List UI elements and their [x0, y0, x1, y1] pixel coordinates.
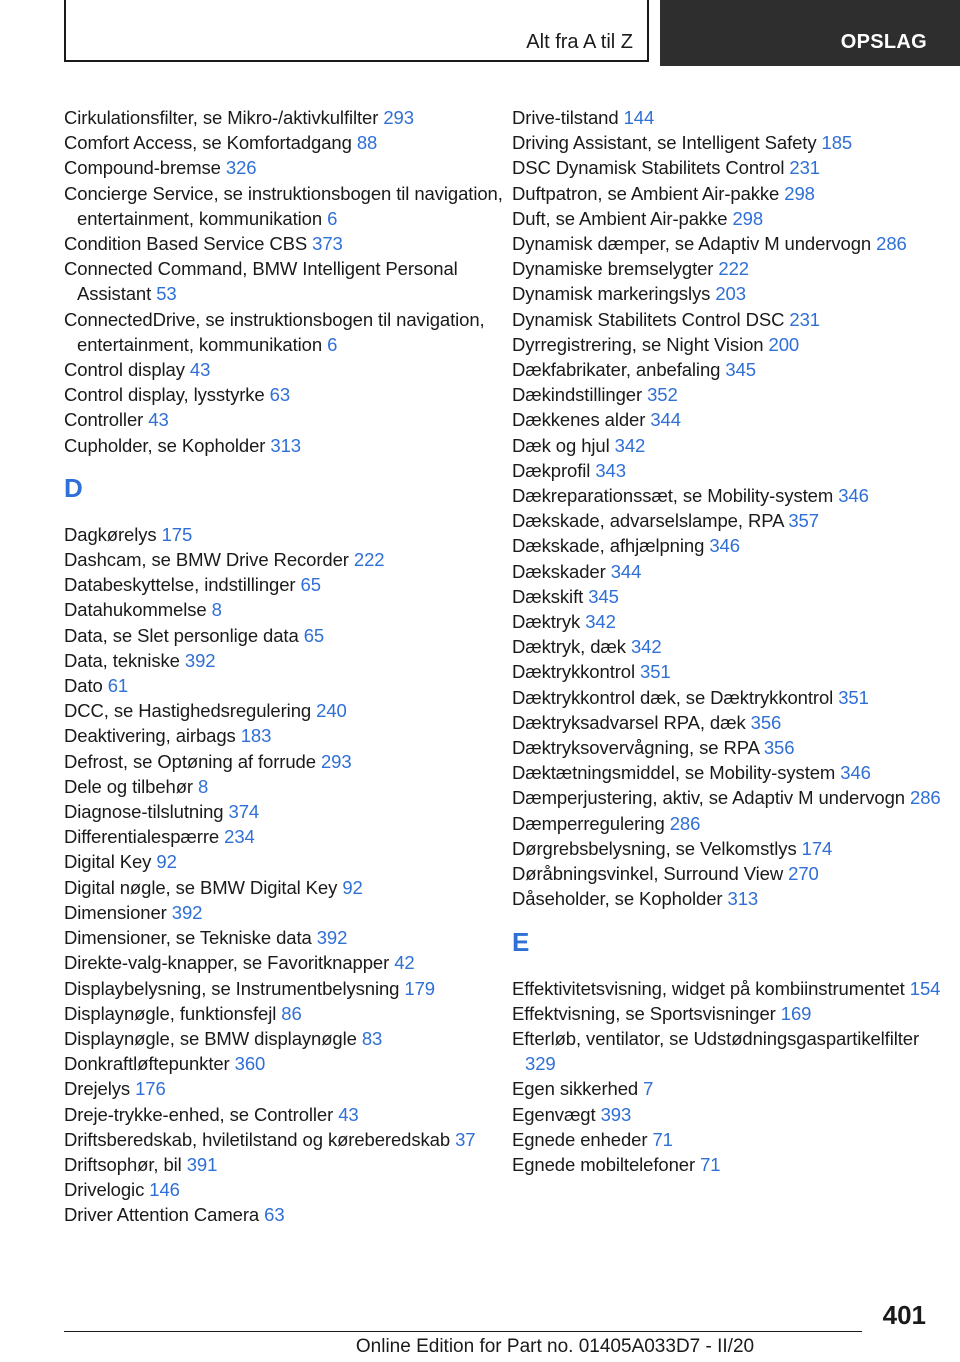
index-entry-term: Egen sikkerhed — [512, 1078, 639, 1100]
index-entry — [512, 458, 952, 483]
index-entry — [64, 105, 504, 130]
index-entry — [512, 861, 952, 886]
index-entry — [512, 584, 952, 609]
index-entry-term: Dækskift — [512, 585, 584, 607]
index-entry-term: Dæmperregulering — [512, 812, 665, 834]
index-entry-term: Efterløb, ventilator, se Udstødningsgaspartikelfilter — [512, 1027, 920, 1049]
page-reference-link[interactable]: 231 — [789, 308, 820, 330]
index-entry — [512, 382, 952, 407]
index-entry-term: Drive-tilstand — [512, 107, 619, 128]
index-entry-term: Dækskade, advarselslampe, RPA — [512, 510, 784, 532]
page-reference-link[interactable]: 356 — [750, 711, 782, 733]
index-entry-term: Dagkørelys — [64, 523, 157, 545]
index-entry — [64, 181, 504, 231]
index-entry — [512, 685, 952, 710]
index-entry-term: Duftpatron, se Ambient Air-pakke — [512, 182, 780, 204]
page-reference-link[interactable]: 154 — [909, 977, 941, 999]
page-reference-link[interactable]: 203 — [715, 283, 746, 305]
page-reference-link[interactable]: 175 — [161, 523, 193, 545]
index-entry — [512, 811, 952, 836]
index-entry — [512, 609, 952, 634]
page-reference-link[interactable]: 313 — [270, 434, 301, 456]
index-entry — [64, 597, 504, 622]
index-entry-term: Egnede mobiltelefoner — [512, 1153, 696, 1175]
chapter-tab[interactable] — [660, 0, 960, 66]
index-entry-term: Effektvisning, se Sportsvisninger — [512, 1002, 776, 1024]
page-reference-link[interactable]: 83 — [361, 1027, 383, 1049]
chapter-tab-label: OPSLAG — [840, 31, 927, 53]
page-reference-link[interactable]: 146 — [149, 1179, 180, 1201]
page-reference-link[interactable]: 342 — [585, 611, 616, 633]
page-reference-link[interactable]: 63 — [264, 1204, 285, 1226]
page-reference-link[interactable]: 293 — [383, 107, 414, 128]
page-reference-link[interactable]: 392 — [184, 649, 216, 671]
index-entry — [512, 1026, 952, 1076]
index-entry — [64, 407, 504, 432]
index-entry-term: Dækindstillinger — [512, 384, 643, 406]
section-tab-label: Alt fra A til Z — [526, 31, 633, 53]
page-reference-link[interactable]: 286 — [910, 787, 941, 809]
index-entry-term: Driver Attention Camera — [64, 1204, 260, 1226]
page-reference-link[interactable]: 6 — [327, 333, 338, 355]
index-entry — [512, 735, 952, 760]
index-entry — [512, 559, 952, 584]
index-entry-term: Dimensioner, se Tekniske data — [64, 927, 312, 949]
page-reference-link[interactable]: 357 — [788, 510, 819, 532]
page-reference-link[interactable]: 356 — [763, 737, 795, 759]
page-reference-link[interactable]: 7 — [643, 1078, 654, 1100]
page-reference-link[interactable]: 53 — [156, 283, 177, 305]
index-entry-term: Dynamisk markeringslys — [512, 283, 711, 305]
page-reference-link[interactable]: 6 — [327, 207, 338, 229]
page-reference-link[interactable]: 63 — [269, 384, 291, 406]
page-reference-link[interactable]: 71 — [652, 1128, 673, 1150]
index-entry — [64, 382, 504, 407]
index-entry-term: Dækskader — [512, 560, 606, 582]
index-entry-term: ConnectedDrive, se instruktionsbogen til navigation, entertainment, kommunikation — [64, 308, 485, 355]
page-reference-link[interactable]: 392 — [171, 901, 203, 923]
index-entry — [64, 130, 504, 155]
page-reference-link[interactable]: 231 — [789, 157, 820, 179]
page-reference-link[interactable]: 293 — [320, 750, 352, 772]
index-entry-term: Effektivitetsvisning, widget på kombiinstrumentet — [512, 977, 905, 999]
index-entry-term: Dæktætningsmiddel, se Mobility-system — [512, 762, 836, 784]
index-entry — [512, 433, 952, 458]
index-entry-term: Direkte-valg-knapper, se Favoritknapper — [64, 952, 390, 974]
index-entry — [512, 508, 952, 533]
page-reference-link[interactable]: 65 — [303, 624, 325, 646]
index-entry-term: Drejelys — [64, 1078, 131, 1100]
page-reference-link[interactable]: 351 — [838, 686, 869, 708]
page-reference-link[interactable]: 183 — [240, 725, 272, 747]
page-reference-link[interactable]: 42 — [394, 952, 415, 974]
page-reference-link[interactable]: 43 — [189, 359, 211, 381]
index-entry — [64, 774, 504, 799]
index-entry-term: Defrost, se Optøning af forrude — [64, 750, 316, 772]
index-entry — [512, 256, 952, 281]
index-entry-term: Control display, lysstyrke — [64, 384, 265, 406]
page-reference-link[interactable]: 392 — [316, 927, 348, 949]
index-entry-term: Drivelogic — [64, 1179, 145, 1201]
index-entry — [512, 785, 952, 810]
index-entry-term: Dato — [64, 675, 103, 697]
index-entry — [64, 433, 504, 458]
index-entry-term: Data, tekniske — [64, 649, 180, 671]
page-reference-link[interactable]: 298 — [784, 182, 815, 204]
page-reference-link[interactable]: 344 — [650, 409, 681, 431]
index-entry-term: Displaybelysning, se Instrumentbelysning — [64, 977, 400, 999]
index-entry-term: Cupholder, se Kopholder — [64, 434, 266, 456]
index-entry — [64, 307, 504, 357]
index-entry-term: Dashcam, se BMW Drive Recorder — [64, 549, 349, 571]
page-reference-link[interactable]: 286 — [876, 233, 907, 255]
index-entry — [512, 1102, 952, 1127]
index-entry — [64, 1001, 504, 1026]
index-entry — [64, 623, 504, 648]
index-entry-term: Deaktivering, airbags — [64, 725, 236, 747]
page-reference-link[interactable]: 8 — [198, 775, 209, 797]
index-entry — [512, 181, 952, 206]
page-reference-link[interactable]: 373 — [312, 233, 343, 255]
page-reference-link[interactable]: 240 — [316, 700, 347, 722]
index-entry-term: Dørgrebsbelysning, se Velkomstlys — [512, 837, 797, 859]
index-entry-term: Differentialespærre — [64, 826, 220, 848]
index-entry — [64, 900, 504, 925]
index-entry — [512, 1127, 952, 1152]
index-entry — [512, 976, 952, 1001]
page-reference-link[interactable]: 8 — [211, 599, 222, 621]
index-entry-term: Comfort Access, se Komfortadgang — [64, 132, 352, 154]
index-entry — [512, 130, 952, 155]
index-entry-term: Condition Based Service CBS — [64, 233, 308, 255]
index-entry-term: Dæmperjustering, aktiv, se Adaptiv M undervogn — [512, 787, 905, 809]
section-tab[interactable] — [64, 0, 649, 62]
index-entry — [512, 155, 952, 180]
index-entry-term: Driving Assistant, se Intelligent Safety — [512, 132, 817, 154]
index-entry-term: Displaynøgle, se BMW displaynøgle — [64, 1027, 357, 1049]
index-entry — [512, 1001, 952, 1026]
index-entry-term: Dyrregistrering, se Night Vision — [512, 333, 764, 355]
index-entry-term: Controller — [64, 409, 144, 431]
page-number: 401 — [882, 1300, 926, 1330]
page-reference-link[interactable]: 71 — [700, 1153, 721, 1175]
page-reference-link[interactable]: 43 — [338, 1103, 359, 1125]
index-entry-term: Driftsophør, bil — [64, 1153, 182, 1175]
index-entry-term: Dækskade, afhjælpning — [512, 535, 705, 557]
index-entry — [512, 659, 952, 684]
index-entry — [64, 231, 504, 256]
index-column-right — [512, 105, 952, 1177]
index-entry — [64, 824, 504, 849]
page-reference-link[interactable]: 179 — [404, 977, 435, 999]
index-entry-term: Dækkenes alder — [512, 409, 646, 431]
index-entry-term: Connected Command, BMW Intelligent Personal Assistant — [64, 258, 458, 305]
page-reference-link[interactable]: 92 — [156, 851, 177, 873]
page-reference-link[interactable]: 43 — [148, 409, 169, 431]
index-entry — [512, 886, 952, 911]
index-entry — [512, 407, 952, 432]
index-entry — [512, 281, 952, 306]
index-entry — [512, 231, 952, 256]
page-reference-link[interactable]: 345 — [725, 359, 756, 381]
page-reference-link[interactable]: 144 — [623, 107, 655, 128]
index-entry — [512, 533, 952, 558]
index-entry — [64, 698, 504, 723]
index-entry-term: Dele og tilbehør — [64, 775, 193, 797]
index-entry-term: Dækfabrikater, anbefaling — [512, 359, 721, 381]
index-entry — [64, 155, 504, 180]
page-reference-link[interactable]: 222 — [718, 258, 749, 280]
index-entry-term: Dæktryk — [512, 611, 581, 633]
index-entry-term: DSC Dynamisk Stabilitets Control — [512, 157, 785, 179]
page-reference-link[interactable]: 270 — [788, 863, 819, 885]
index-entry-term: Compound-bremse — [64, 157, 221, 179]
index-entry-term: Dæktrykkontrol — [512, 661, 635, 683]
index-entry — [512, 710, 952, 735]
page-reference-link[interactable]: 374 — [228, 801, 260, 823]
index-entry-term: Dækreparationssæt, se Mobility-system — [512, 485, 834, 507]
index-entry — [64, 925, 504, 950]
index-entry — [512, 357, 952, 382]
index-entry-term: Dæktryksadvarsel RPA, dæk — [512, 711, 746, 733]
index-entry — [64, 522, 504, 547]
header-tabs — [64, 0, 960, 66]
index-entry — [64, 799, 504, 824]
index-entry-term: Dækprofil — [512, 459, 591, 481]
edition-footer: Online Edition for Part no. 01405A033D7 - II/20 — [355, 1336, 755, 1357]
page-reference-link[interactable]: 185 — [821, 132, 853, 154]
page-reference-link[interactable]: 342 — [630, 636, 662, 658]
index-entry — [512, 1076, 952, 1101]
page-reference-link[interactable]: 313 — [727, 888, 759, 910]
index-entry-term: Control display — [64, 359, 185, 381]
index-entry-term: Dæk og hjul — [512, 434, 610, 456]
index-entry — [64, 849, 504, 874]
page-reference-link[interactable]: 61 — [107, 675, 129, 697]
index-entry — [64, 950, 504, 975]
index-entry — [64, 1127, 504, 1152]
index-entry-term: Data, se Slet personlige data — [64, 624, 299, 646]
index-entry — [64, 256, 504, 306]
index-entry — [512, 1152, 952, 1177]
page-reference-link[interactable]: 200 — [768, 333, 800, 355]
index-entry-term: Digital Key — [64, 851, 152, 873]
index-entry-term: Displaynøgle, funktionsfejl — [64, 1002, 277, 1024]
page-reference-link[interactable]: 329 — [525, 1053, 556, 1075]
index-entry — [64, 547, 504, 572]
index-entry-term: Dynamisk dæmper, se Adaptiv M undervogn — [512, 233, 872, 255]
index-entry-term: Digital nøgle, se BMW Digital Key — [64, 876, 338, 898]
index-entry — [64, 1202, 504, 1227]
index-entry-term: Driftsberedskab, hviletilstand og køreberedskab — [64, 1128, 451, 1150]
index-entry-term: Egenvægt — [512, 1103, 596, 1125]
index-entry-term: Cirkulationsfilter, se Mikro-/aktivkulfilter — [64, 107, 379, 128]
index-entry-term: Diagnose-tilslutning — [64, 801, 224, 823]
index-entry-term: Dynamiske bremselygter — [512, 258, 714, 280]
page-reference-link[interactable]: 65 — [300, 574, 321, 596]
index-entry — [64, 1177, 504, 1202]
index-entry-term: Dæktryk, dæk — [512, 636, 626, 658]
index-entry — [512, 760, 952, 785]
index-entry-term: Concierge Service, se instruktionsbogen til navigation, entertainment, kommunikation — [64, 182, 503, 229]
index-entry — [512, 307, 952, 332]
index-entry — [64, 976, 504, 1001]
page-reference-link[interactable]: 92 — [342, 876, 363, 898]
index-column-left — [64, 105, 504, 1228]
page-reference-link[interactable]: 86 — [281, 1002, 302, 1024]
index-entry — [64, 1026, 504, 1051]
index-entry-term: Dimensioner — [64, 901, 167, 923]
page-reference-link[interactable]: 222 — [353, 549, 385, 571]
page-reference-link[interactable]: 345 — [588, 585, 619, 607]
index-entry-term: Duft, se Ambient Air-pakke — [512, 207, 728, 229]
index-entry — [64, 1076, 504, 1101]
index-entry — [512, 332, 952, 357]
index-entry-term: DCC, se Hastighedsregulering — [64, 700, 312, 722]
page-reference-link[interactable]: 174 — [801, 837, 833, 859]
page-reference-link[interactable]: 169 — [780, 1002, 812, 1024]
page-reference-link[interactable]: 346 — [840, 762, 871, 784]
page-reference-link[interactable]: 346 — [709, 535, 740, 557]
page-reference-link[interactable]: 37 — [455, 1128, 476, 1150]
index-entry-term: Dæktryksovervågning, se RPA — [512, 737, 759, 759]
page-reference-link[interactable]: 391 — [186, 1153, 218, 1175]
index-entry — [64, 357, 504, 382]
page-reference-link[interactable]: 344 — [610, 560, 642, 582]
page-reference-link[interactable]: 234 — [224, 826, 255, 848]
index-entry-term: Dæktrykkontrol dæk, se Dæktrykkontrol — [512, 686, 834, 708]
index-letter-heading: E — [512, 926, 530, 957]
index-entry — [64, 1102, 504, 1127]
footer-divider — [64, 1331, 862, 1332]
page-reference-link[interactable]: 286 — [669, 812, 701, 834]
page-reference-link[interactable]: 393 — [600, 1103, 632, 1125]
index-entry-term: Databeskyttelse, indstillinger — [64, 574, 296, 596]
page-reference-link[interactable]: 88 — [356, 132, 378, 154]
page-reference-link[interactable]: 343 — [595, 459, 626, 481]
page-reference-link[interactable]: 342 — [614, 434, 646, 456]
index-entry — [64, 875, 504, 900]
index-entry — [64, 572, 504, 597]
index-entry-term: Donkraftløftepunkter — [64, 1053, 230, 1075]
index-entry-term: Dåseholder, se Kopholder — [512, 888, 723, 910]
index-entry-term: Dynamisk Stabilitets Control DSC — [512, 308, 785, 330]
index-entry — [512, 836, 952, 861]
index-entry — [64, 749, 504, 774]
index-entry — [64, 648, 504, 673]
page-reference-link[interactable]: 352 — [647, 384, 678, 406]
index-entry-term: Datahukommelse — [64, 599, 207, 621]
index-entry — [64, 723, 504, 748]
index-entry — [64, 673, 504, 698]
index-entry-term: Dreje-trykke-enhed, se Controller — [64, 1103, 334, 1125]
index-entry-term: Egnede enheder — [512, 1128, 648, 1150]
index-entry — [512, 105, 952, 130]
index-entry — [512, 634, 952, 659]
index-entry — [512, 206, 952, 231]
page-reference-link[interactable]: 360 — [234, 1053, 266, 1075]
page-reference-link[interactable]: 298 — [732, 207, 764, 229]
index-entry-term: Døråbningsvinkel, Surround View — [512, 863, 784, 885]
page-reference-link[interactable]: 351 — [640, 661, 671, 683]
index-entry — [64, 1051, 504, 1076]
page-reference-link[interactable]: 326 — [225, 157, 257, 179]
index-letter-heading: D — [64, 472, 83, 503]
index-entry — [64, 1152, 504, 1177]
page-reference-link[interactable]: 346 — [838, 485, 869, 507]
page-reference-link[interactable]: 176 — [135, 1078, 166, 1100]
index-entry — [512, 483, 952, 508]
